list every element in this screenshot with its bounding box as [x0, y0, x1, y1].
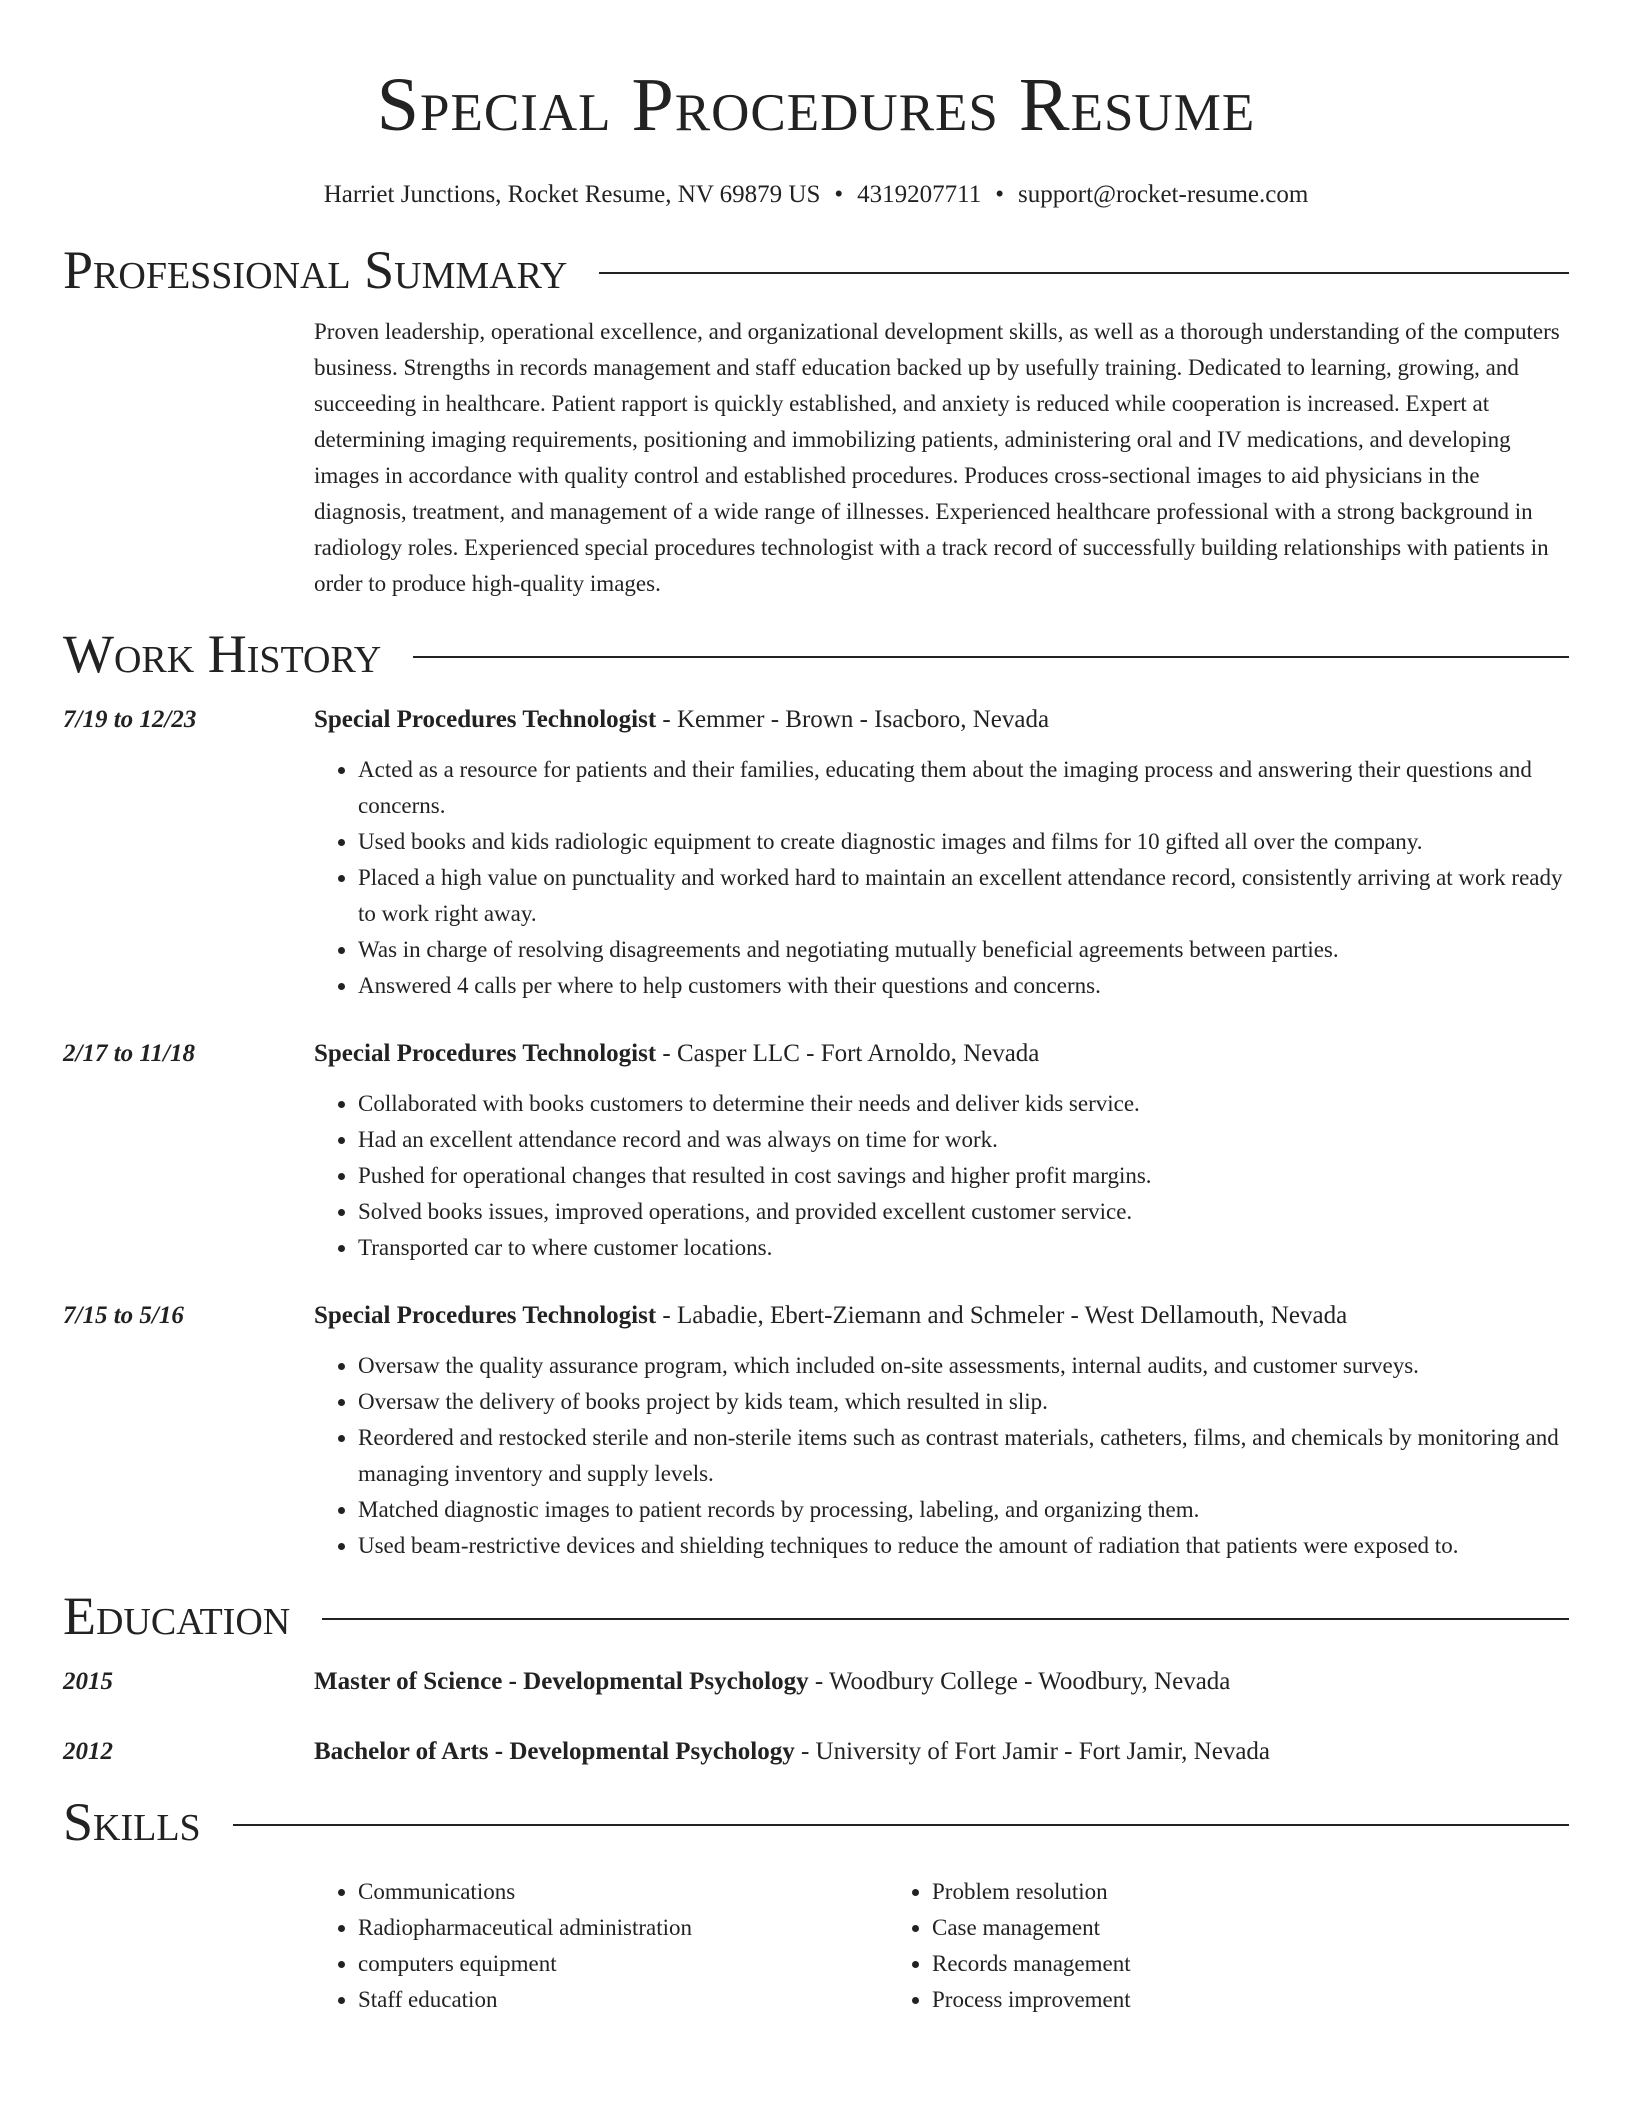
skills-column-left — [314, 1874, 888, 2018]
summary-row — [63, 314, 1569, 602]
job-bullet: • Was in charge of resolving disagreements and negotiating mutually beneficial agreements between parties. — [358, 932, 1569, 968]
education-year: 2015 — [63, 1668, 113, 1695]
job-bullets — [314, 1348, 1569, 1564]
contact-address: Harriet Junctions, Rocket Resume, NV 69879 US — [323, 181, 821, 208]
job-employer: - Labadie, Ebert-Ziemann and Schmeler - West Dellamouth, Nevada — [656, 1302, 1348, 1329]
contact-line — [63, 178, 1569, 212]
contact-separator: • — [995, 181, 1005, 208]
education-school: - University of Fort Jamir - Fort Jamir, Nevada — [794, 1738, 1271, 1765]
skill-item: • Case management — [932, 1910, 1462, 1946]
job-bullets — [314, 1086, 1569, 1266]
job-entry — [63, 1298, 1569, 1564]
job-heading — [314, 1298, 1569, 1334]
job-bullet: • Used beam-restrictive devices and shielding techniques to reduce the amount of radiation that patients were exposed to. — [358, 1528, 1569, 1564]
section-title-education: Education — [63, 1586, 291, 1646]
resume-title: Special Procedures Resume — [376, 63, 1256, 147]
job-heading — [314, 1036, 1569, 1072]
skills-row — [63, 1852, 1569, 2018]
job-entry — [63, 1036, 1569, 1266]
job-heading — [314, 702, 1569, 738]
skill-item: • computers equipment — [358, 1946, 888, 1982]
job-bullet: • Solved books issues, improved operations, and provided excellent customer service. — [358, 1194, 1569, 1230]
job-bullet: • Pushed for operational changes that resulted in cost savings and higher profit margins. — [358, 1158, 1569, 1194]
job-employer: - Kemmer - Brown - Isacboro, Nevada — [656, 706, 1050, 733]
section-divider — [322, 1618, 1569, 1620]
skill-item: • Process improvement — [932, 1982, 1462, 2018]
education-entry — [63, 1734, 1569, 1770]
job-dates: 7/19 to 12/23 — [63, 706, 197, 733]
section-header-work-history — [63, 624, 1569, 684]
job-bullet: • Reordered and restocked sterile and non-sterile items such as contrast materials, catheters, films, and chemicals by monitoring and managing inventory and supply levels. — [358, 1420, 1569, 1492]
skill-item: • Staff education — [358, 1982, 888, 2018]
job-bullet: • Transported car to where customer locations. — [358, 1230, 1569, 1266]
job-bullet: • Had an excellent attendance record and was always on time for work. — [358, 1122, 1569, 1158]
skills-columns — [314, 1874, 1569, 2018]
skill-item: • Problem resolution — [932, 1874, 1462, 1910]
education-degree: Master of Science - Developmental Psychology — [314, 1668, 809, 1695]
job-title: Special Procedures Technologist — [314, 706, 657, 733]
section-header-skills — [63, 1792, 1569, 1852]
job-bullet: • Oversaw the quality assurance program, which included on-site assessments, internal audits, and customer surveys. — [358, 1348, 1569, 1384]
skills-column-right — [888, 1874, 1462, 2018]
work-history-list — [63, 702, 1569, 1564]
education-entry — [63, 1664, 1569, 1700]
job-employer: - Casper LLC - Fort Arnoldo, Nevada — [656, 1040, 1040, 1067]
contact-separator: • — [834, 181, 844, 208]
skill-item: • Records management — [932, 1946, 1462, 1982]
summary-text: Proven leadership, operational excellence, and organizational development skills, as well as a thorough understanding of the computers business. Strengths in records management and staff education backed up by usefully training. Dedicated to learning, growing, and succeeding in healthcare. Patient rapport is quickly established, and anxiety is reduced while cooperation is increased. Expert at determining imaging requirements, positioning and immobilizing patients, administering oral and IV medications, and developing images in accordance with quality control and established procedures. Produces cross-sectional images to aid physicians in the diagnosis, treatment, and management of a wide range of illnesses. Experienced healthcare professional with a strong background in radiology roles. Experienced special procedures technologist with a track record of successfully building relationships with patients in order to produce high-quality images. — [314, 319, 1560, 596]
job-bullet: • Placed a high value on punctuality and worked hard to maintain an excellent attendance record, consistently arriving at work ready to work right away. — [358, 860, 1569, 932]
job-bullet: • Answered 4 calls per where to help customers with their questions and concerns. — [358, 968, 1569, 1004]
section-header-education — [63, 1586, 1569, 1646]
section-divider — [233, 1824, 1569, 1826]
job-bullet: • Matched diagnostic images to patient records by processing, labeling, and organizing them. — [358, 1492, 1569, 1528]
section-divider — [413, 656, 1569, 658]
skill-item: • Communications — [358, 1874, 888, 1910]
education-degree: Bachelor of Arts - Developmental Psychology — [314, 1738, 795, 1765]
education-year: 2012 — [63, 1738, 113, 1765]
job-title: Special Procedures Technologist — [314, 1302, 657, 1329]
job-bullet: • Acted as a resource for patients and their families, educating them about the imaging process and answering their questions and concerns. — [358, 752, 1569, 824]
section-title-skills: Skills — [63, 1792, 201, 1852]
section-title-work-history: Work History — [63, 624, 382, 684]
job-bullet: • Oversaw the delivery of books project by kids team, which resulted in slip. — [358, 1384, 1569, 1420]
job-entry — [63, 702, 1569, 1004]
education-list — [63, 1664, 1569, 1770]
section-divider — [599, 272, 1569, 274]
skill-item: • Radiopharmaceutical administration — [358, 1910, 888, 1946]
section-title-summary: Professional Summary — [63, 240, 568, 300]
contact-email: support@rocket-resume.com — [1018, 181, 1309, 208]
job-bullets — [314, 752, 1569, 1004]
section-header-summary — [63, 240, 1569, 300]
contact-phone: 4319207711 — [857, 181, 982, 208]
job-bullet: • Collaborated with books customers to determine their needs and deliver kids service. — [358, 1086, 1569, 1122]
job-dates: 7/15 to 5/16 — [63, 1302, 184, 1329]
job-bullet: • Used books and kids radiologic equipment to create diagnostic images and films for 10 gifted all over the company. — [358, 824, 1569, 860]
job-dates: 2/17 to 11/18 — [63, 1040, 195, 1067]
education-school: - Woodbury College - Woodbury, Nevada — [808, 1668, 1231, 1695]
job-title: Special Procedures Technologist — [314, 1040, 657, 1067]
